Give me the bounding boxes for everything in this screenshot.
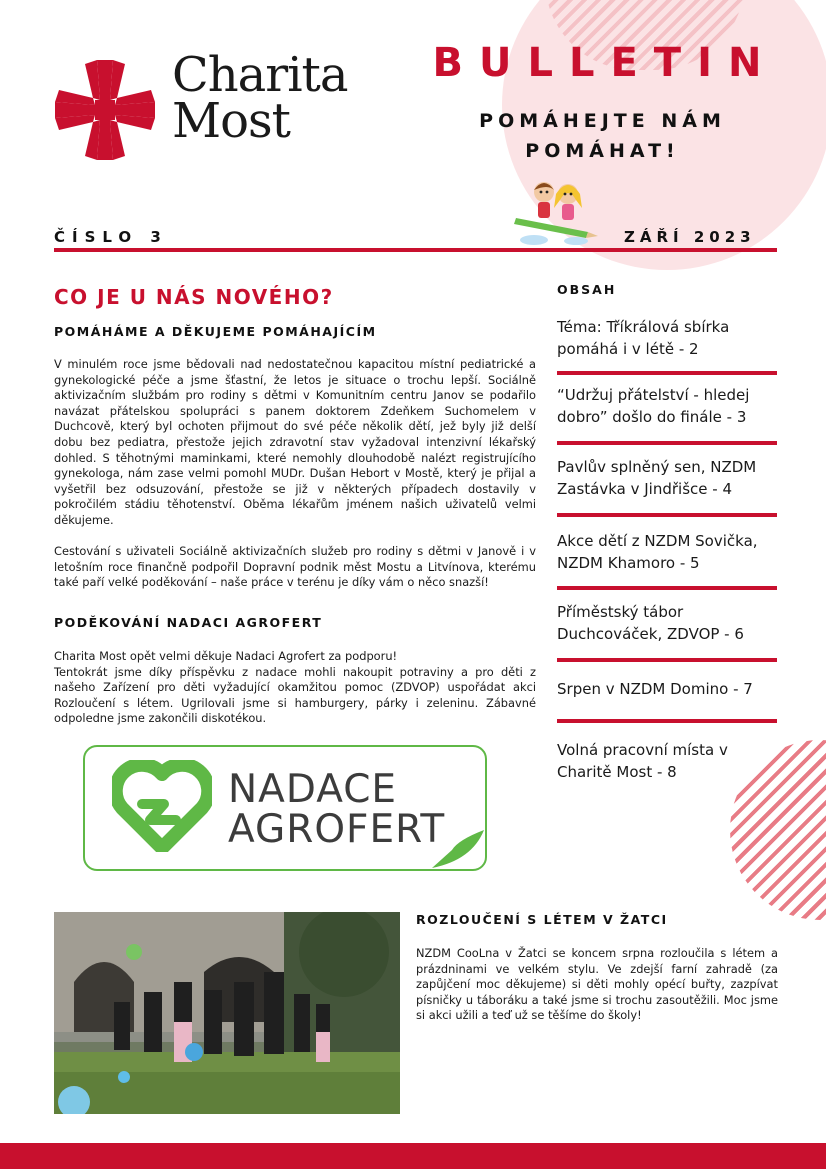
header-divider <box>54 248 777 252</box>
charita-cross-logo <box>55 60 155 160</box>
paragraph-text: V minulém roce jsme bědovali nad nedostatečnou kapacitou místní pediatrické a gynekologické péče a jsme šťastní, že letos je situace o trochu lepší. Sociálně aktivizačním službám pro rodiny s dětmi v Komunitním centru Janov se podařilo navázat přátelskou spolupráci s panem doktorem Zdeňkem Suchomelem v Duchcově, který byl ochoten přijmout do své péče několik dětí, jež byly již delší dobu bez pediatra, přestože jejich zdravotní stav vyžadoval intenzivní lékařský dohled. S těhotnými maminkami, které nemohly dlouhodobě nalézt registrujícího gynekologa, nám zase velmi pomohl MUDr. Dušan Hebort v Mostě, který je přijal a vyšetřil bez odsuzování, přestože se již v některých případech dostavily v pokročilém stádiu těhotenství. Oběma lékařům jménem našich uživatelů velmi děkujeme. <box>54 357 536 527</box>
bulletin-title: BULLETIN <box>432 40 778 86</box>
section-agrofert-text <box>54 649 536 727</box>
toc-item-line2: Duchcováček, ZDVOP - 6 <box>557 625 744 643</box>
issue-number: ČÍSLO 3 <box>54 228 168 246</box>
paragraph-lead: Charita Most opět velmi děkuje Nadaci Agrofert za podporu! <box>54 649 398 663</box>
kids-on-pencil-illustration <box>512 178 598 246</box>
agrofert-heart-icon <box>112 760 212 852</box>
toc-divider <box>557 371 777 375</box>
slogan-line2: POMÁHAT! <box>525 140 680 162</box>
summer-farewell-photo <box>54 912 400 1114</box>
toc-item[interactable] <box>557 456 782 500</box>
paragraph-text: NZDM CooLna v Žatci se koncem srpna rozloučila s létem a prázdninami ve velkém stylu. Ve zdejší farní zahradě (za zapůjčení moc děkujeme) si děti mohly opécí buřty, zazpívat písničky u táboráku a také jsme si trochu zasoutěžili. Moc jsme si akci užili a teď už se těšíme do školy! <box>416 946 778 1023</box>
paragraph-text: Cestování s uživateli Sociálně aktivizačních služeb pro rodiny s dětmi v Janově i v letošním roce finančně podpořil Dopravní podnik měst Mostu a Litvínova, kterému také paří velké poděkování – naše práce v terénu je díky vám o něco snazší! <box>54 544 536 590</box>
section-zatec-paragraph <box>416 946 778 1024</box>
toc-divider <box>557 513 777 517</box>
charita-most-wordmark <box>172 47 348 149</box>
section-thanks-paragraph1 <box>54 357 536 529</box>
toc-item-line1: Téma: Tříkrálová sbírka <box>557 318 730 336</box>
section-title-thanks: POMÁHÁME A DĚKUJEME POMÁHAJÍCÍM <box>54 324 377 339</box>
page-curl-icon <box>432 810 484 868</box>
toc-title: OBSAH <box>557 282 617 297</box>
toc-divider <box>557 441 777 445</box>
main-heading: CO JE U NÁS NOVÉHO? <box>54 285 334 309</box>
toc-item-line1: Příměstský tábor <box>557 603 684 621</box>
toc-item-line1: “Udržuj přátelství - hledej <box>557 386 750 404</box>
toc-divider <box>557 586 777 590</box>
nadace-line1: NADACE <box>228 767 398 812</box>
toc-item-line1: Pavlův splněný sen, NZDM <box>557 458 757 476</box>
section-title-agrofert: PODĚKOVÁNÍ NADACI AGROFERT <box>54 615 323 630</box>
toc-item[interactable] <box>557 739 782 783</box>
toc-divider <box>557 658 777 662</box>
toc-item-line1: Akce dětí z NZDM Sovička, <box>557 532 758 550</box>
toc-item-line2: Charitě Most - 8 <box>557 763 677 781</box>
toc-item-line2: Zastávka v Jindřišce - 4 <box>557 480 732 498</box>
toc-divider <box>557 719 777 723</box>
toc-item[interactable] <box>557 384 782 428</box>
toc-item[interactable] <box>557 530 782 574</box>
issue-date: ZÁŘÍ 2023 <box>624 228 756 246</box>
toc-item[interactable] <box>557 316 782 360</box>
wordmark-line2: Most <box>172 93 290 149</box>
toc-item-line2: pomáhá i v létě - 2 <box>557 340 699 358</box>
toc-item-line1: Srpen v NZDM Domino - 7 <box>557 680 753 698</box>
footer-bar <box>0 1143 826 1169</box>
toc-item-line1: Volná pracovní místa v <box>557 741 728 759</box>
slogan <box>440 106 765 166</box>
section-thanks-paragraph2 <box>54 544 536 591</box>
wordmark-line1: Charita <box>172 47 348 103</box>
nadace-agrofert-wordmark <box>228 767 446 852</box>
toc-item[interactable] <box>557 601 782 645</box>
toc-item-line2: NZDM Khamoro - 5 <box>557 554 700 572</box>
paragraph-text: Tentokrát jsme díky příspěvku z nadace mohli nakoupit potraviny a pro děti z našeho Zařízení pro děti vyžadující okamžitou pomoc (ZDVOP) uspořádat akci Rozloučení s létem. Ugrilovali jsme si hamburgery, párky i zeleninu. Zábavné odpoledne jsme zakončili diskotékou. <box>54 664 536 726</box>
nadace-line2: AGROFERT <box>228 807 446 852</box>
slogan-line1: POMÁHEJTE NÁM <box>479 110 726 132</box>
toc-item-line2: dobro” došlo do finále - 3 <box>557 408 747 426</box>
toc-item[interactable] <box>557 678 782 700</box>
section-title-zatec: ROZLOUČENÍ S LÉTEM V ŽATCI <box>416 912 668 927</box>
